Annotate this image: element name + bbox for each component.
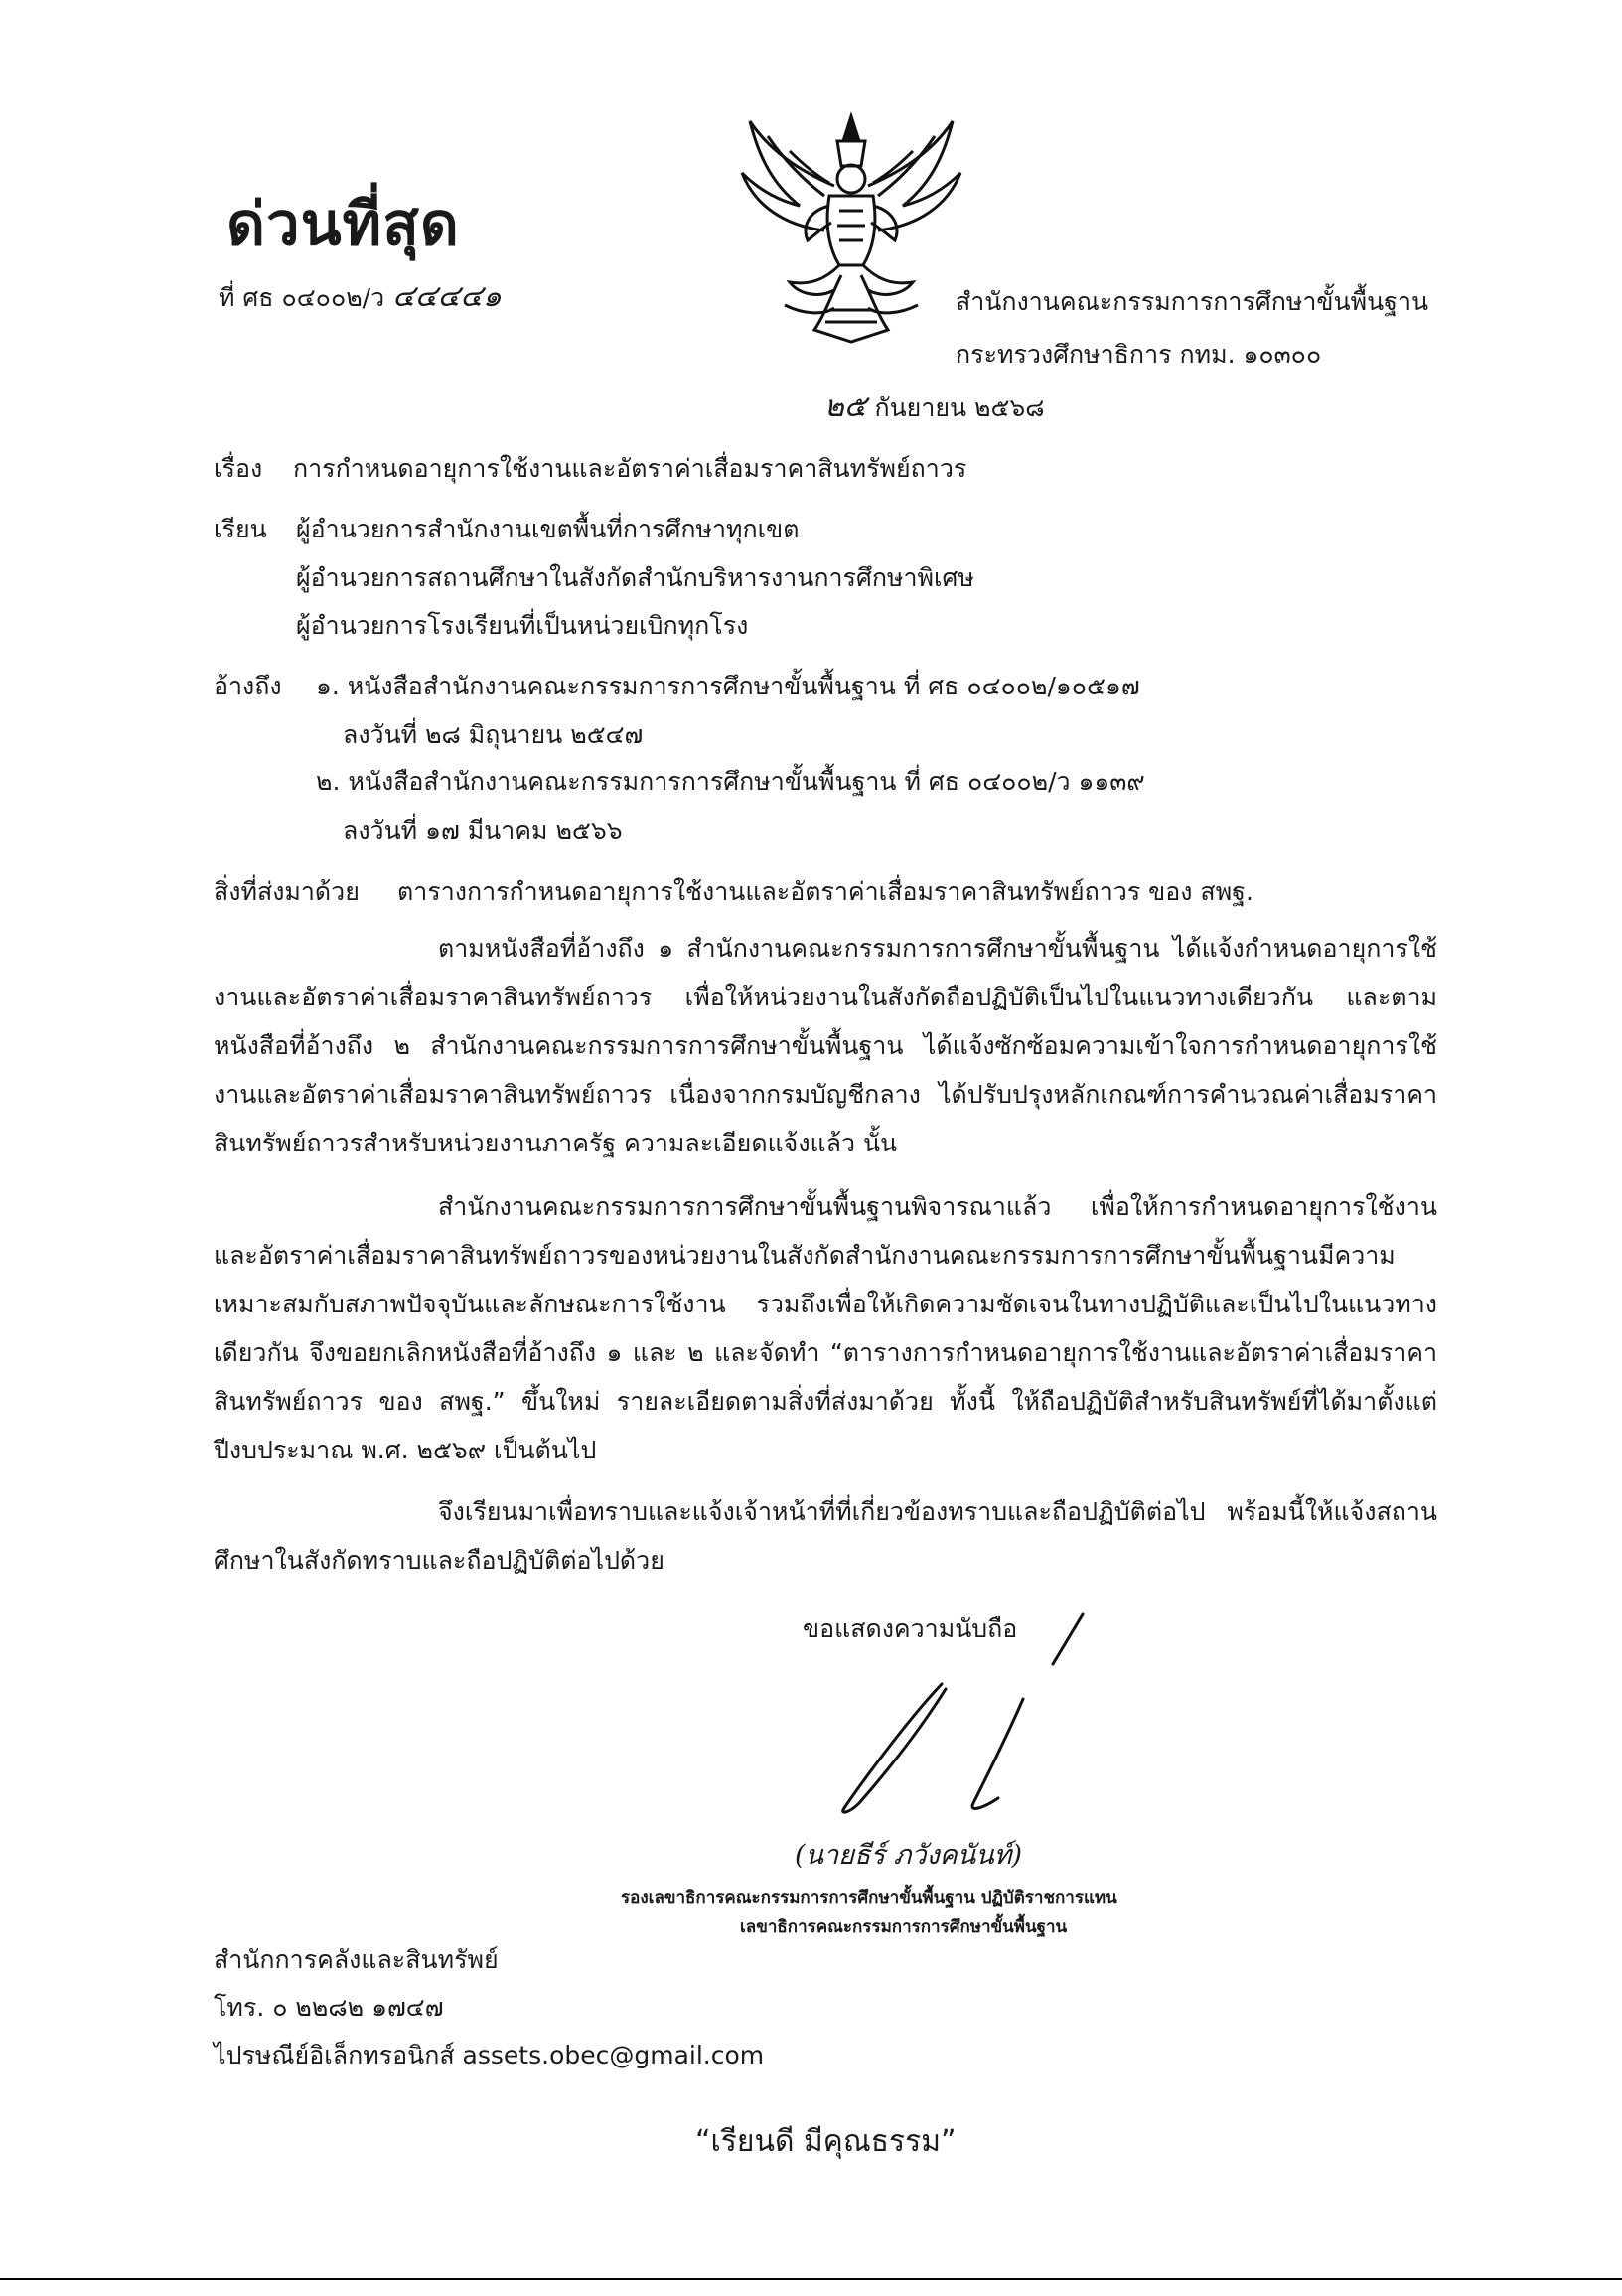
to-line: ผู้อำนวยการสำนักงานเขตพื้นที่การศึกษาทุกเขต [296,515,800,543]
signatory-position: เลขาธิการคณะกรรมการการศึกษาขั้นพื้นฐาน [740,1917,1068,1937]
motto: “เรียนดี มีคุณธรรม” [695,2124,957,2159]
signatory-position: รองเลขาธิการคณะกรรมการการศึกษาขั้นพื้นฐาน ปฏิบัติราชการแทน [621,1888,1117,1908]
reference-label: อ้างถึง [214,672,282,700]
org-name-line: สำนักงานคณะกรรมการการศึกษาขั้นพื้นฐาน [956,287,1429,316]
document-number-prefix: ที่ ศธ ๐๔๐๐๒/ว [219,283,385,312]
signature-icon [824,1605,1103,1833]
signatory-name: (นายธีร์ ภวังคนันท์) [795,1840,1022,1871]
contact-office: สำนักการคลังและสินทรัพย์ [214,1945,499,1974]
subject-label: เรื่อง [214,454,263,483]
complimentary-close: ขอแสดงความนับถือ [803,1614,1018,1643]
document-date [824,383,1045,430]
garuda-emblem-icon [730,111,973,350]
enclosure-label: สิ่งที่ส่งมาด้วย [214,877,360,906]
to-line: ผู้อำนวยการสถานศึกษาในสังกัดสำนักบริหารงานการศึกษาพิเศษ [296,563,974,592]
reference-item-date: ลงวันที่ ๒๘ มิถุนายน ๒๕๔๗ [343,720,644,749]
enclosure-text: ตารางการกำหนดอายุการใช้งานและอัตราค่าเสื่อมราคาสินทรัพย์ถาวร ของ สพฐ. [397,877,1253,906]
date-month-year: กันยายน ๒๕๖๘ [874,393,1045,422]
contact-phone: โทร. ๐ ๒๒๘๒ ๑๗๔๗ [214,1993,444,2022]
document-number [219,273,502,320]
to-label: เรียน [214,515,267,543]
body-paragraph-3: จึงเรียนมาเพื่อทราบและแจ้งเจ้าหน้าที่ที่เกี่ยวข้องทราบและถือปฏิบัติต่อไป พร้อมนี้ให้แจ้งสถานศึกษาในสังกัดทราบและถือปฏิบัติต่อไปด้วย [214,1497,1437,1575]
reference-item-date: ลงวันที่ ๑๗ มีนาคม ๒๕๖๖ [343,816,623,844]
body-paragraph-2: สำนักงานคณะกรรมการการศึกษาขั้นพื้นฐานพิจารณาแล้ว เพื่อให้การกำหนดอายุการใช้งานและอัตราค่าเสื่อมราคาสินทรัพย์ถาวรของหน่วยงานในสังกัดสำนักงานคณะกรรมการการศึกษาขั้นพื้นฐานมีความเหมาะสมกับสภาพปัจจุบันและลักษณะการใช้งาน รวมถึงเพื่อให้เกิดความชัดเจนในทางปฏิบัติและเป็นไปในแนวทางเดียวกัน จึงขอยกเลิกหนังสือที่อ้างถึง ๑ และ ๒ และจัดทำ “ตารางการกำหนดอายุการใช้งานและอัตราค่าเสื่อมราคาสินทรัพย์ถาวร ของ สพฐ.” ขึ้นใหม่ รายละเอียดตามสิ่งที่ส่งมาด้วย ทั้งนี้ ให้ถือปฏิบัติสำหรับสินทรัพย์ที่ได้มาตั้งแต่ปีงบประมาณ พ.ศ. ๒๕๖๙ เป็นต้นไป [214,1192,1437,1464]
body-paragraph-1: ตามหนังสือที่อ้างถึง ๑ สำนักงานคณะกรรมการการศึกษาขั้นพื้นฐาน ได้แจ้งกำหนดอายุการใช้งานและอัตราค่าเสื่อมราคาสินทรัพย์ถาวร เพื่อให้หน่วยงานในสังกัดถือปฏิบัติเป็นไปในแนวทางเดียวกัน และตามหนังสือที่อ้างถึง ๒ สำนักงานคณะกรรมการการศึกษาขั้นพื้นฐาน ได้แจ้งซักซ้อมความเข้าใจการกำหนดอายุการใช้งานและอัตราค่าเสื่อมราคาสินทรัพย์ถาวร เนื่องจากกรมบัญชีกลาง ได้ปรับปรุงหลักเกณฑ์การคำนวณค่าเสื่อมราคาสินทรัพย์ถาวรสำหรับหน่วยงานภาครัฐ ความละเอียดแจ้งแล้ว นั้น [214,934,1437,1157]
urgency-stamp: ด่วนที่สุด [226,190,460,259]
reference-item: ๑. หนังสือสำนักงานคณะกรรมการการศึกษาขั้นพื้นฐาน ที่ ศธ ๐๔๐๐๒/๑๐๕๑๗ [316,672,1140,700]
reference-item: ๒. หนังสือสำนักงานคณะกรรมการการศึกษาขั้นพื้นฐาน ที่ ศธ ๐๔๐๐๒/ว ๑๑๓๙ [316,767,1145,796]
contact-email: ไปรษณีย์อิเล็กทรอนิกส์ assets.obec@gmail.com [214,2041,765,2069]
org-address-line: กระทรวงศึกษาธิการ กทม. ๑๐๓๐๐ [956,340,1322,369]
date-day-handwritten: ๒๕ [824,389,867,424]
to-line: ผู้อำนวยการโรงเรียนที่เป็นหน่วยเบิกทุกโรง [296,611,749,640]
page-bottom-line [0,2278,1622,2280]
subject-text: การกำหนดอายุการใช้งานและอัตราค่าเสื่อมราคาสินทรัพย์ถาวร [293,454,967,483]
document-number-handwritten: ๔๔๔๔๑ [392,279,502,314]
